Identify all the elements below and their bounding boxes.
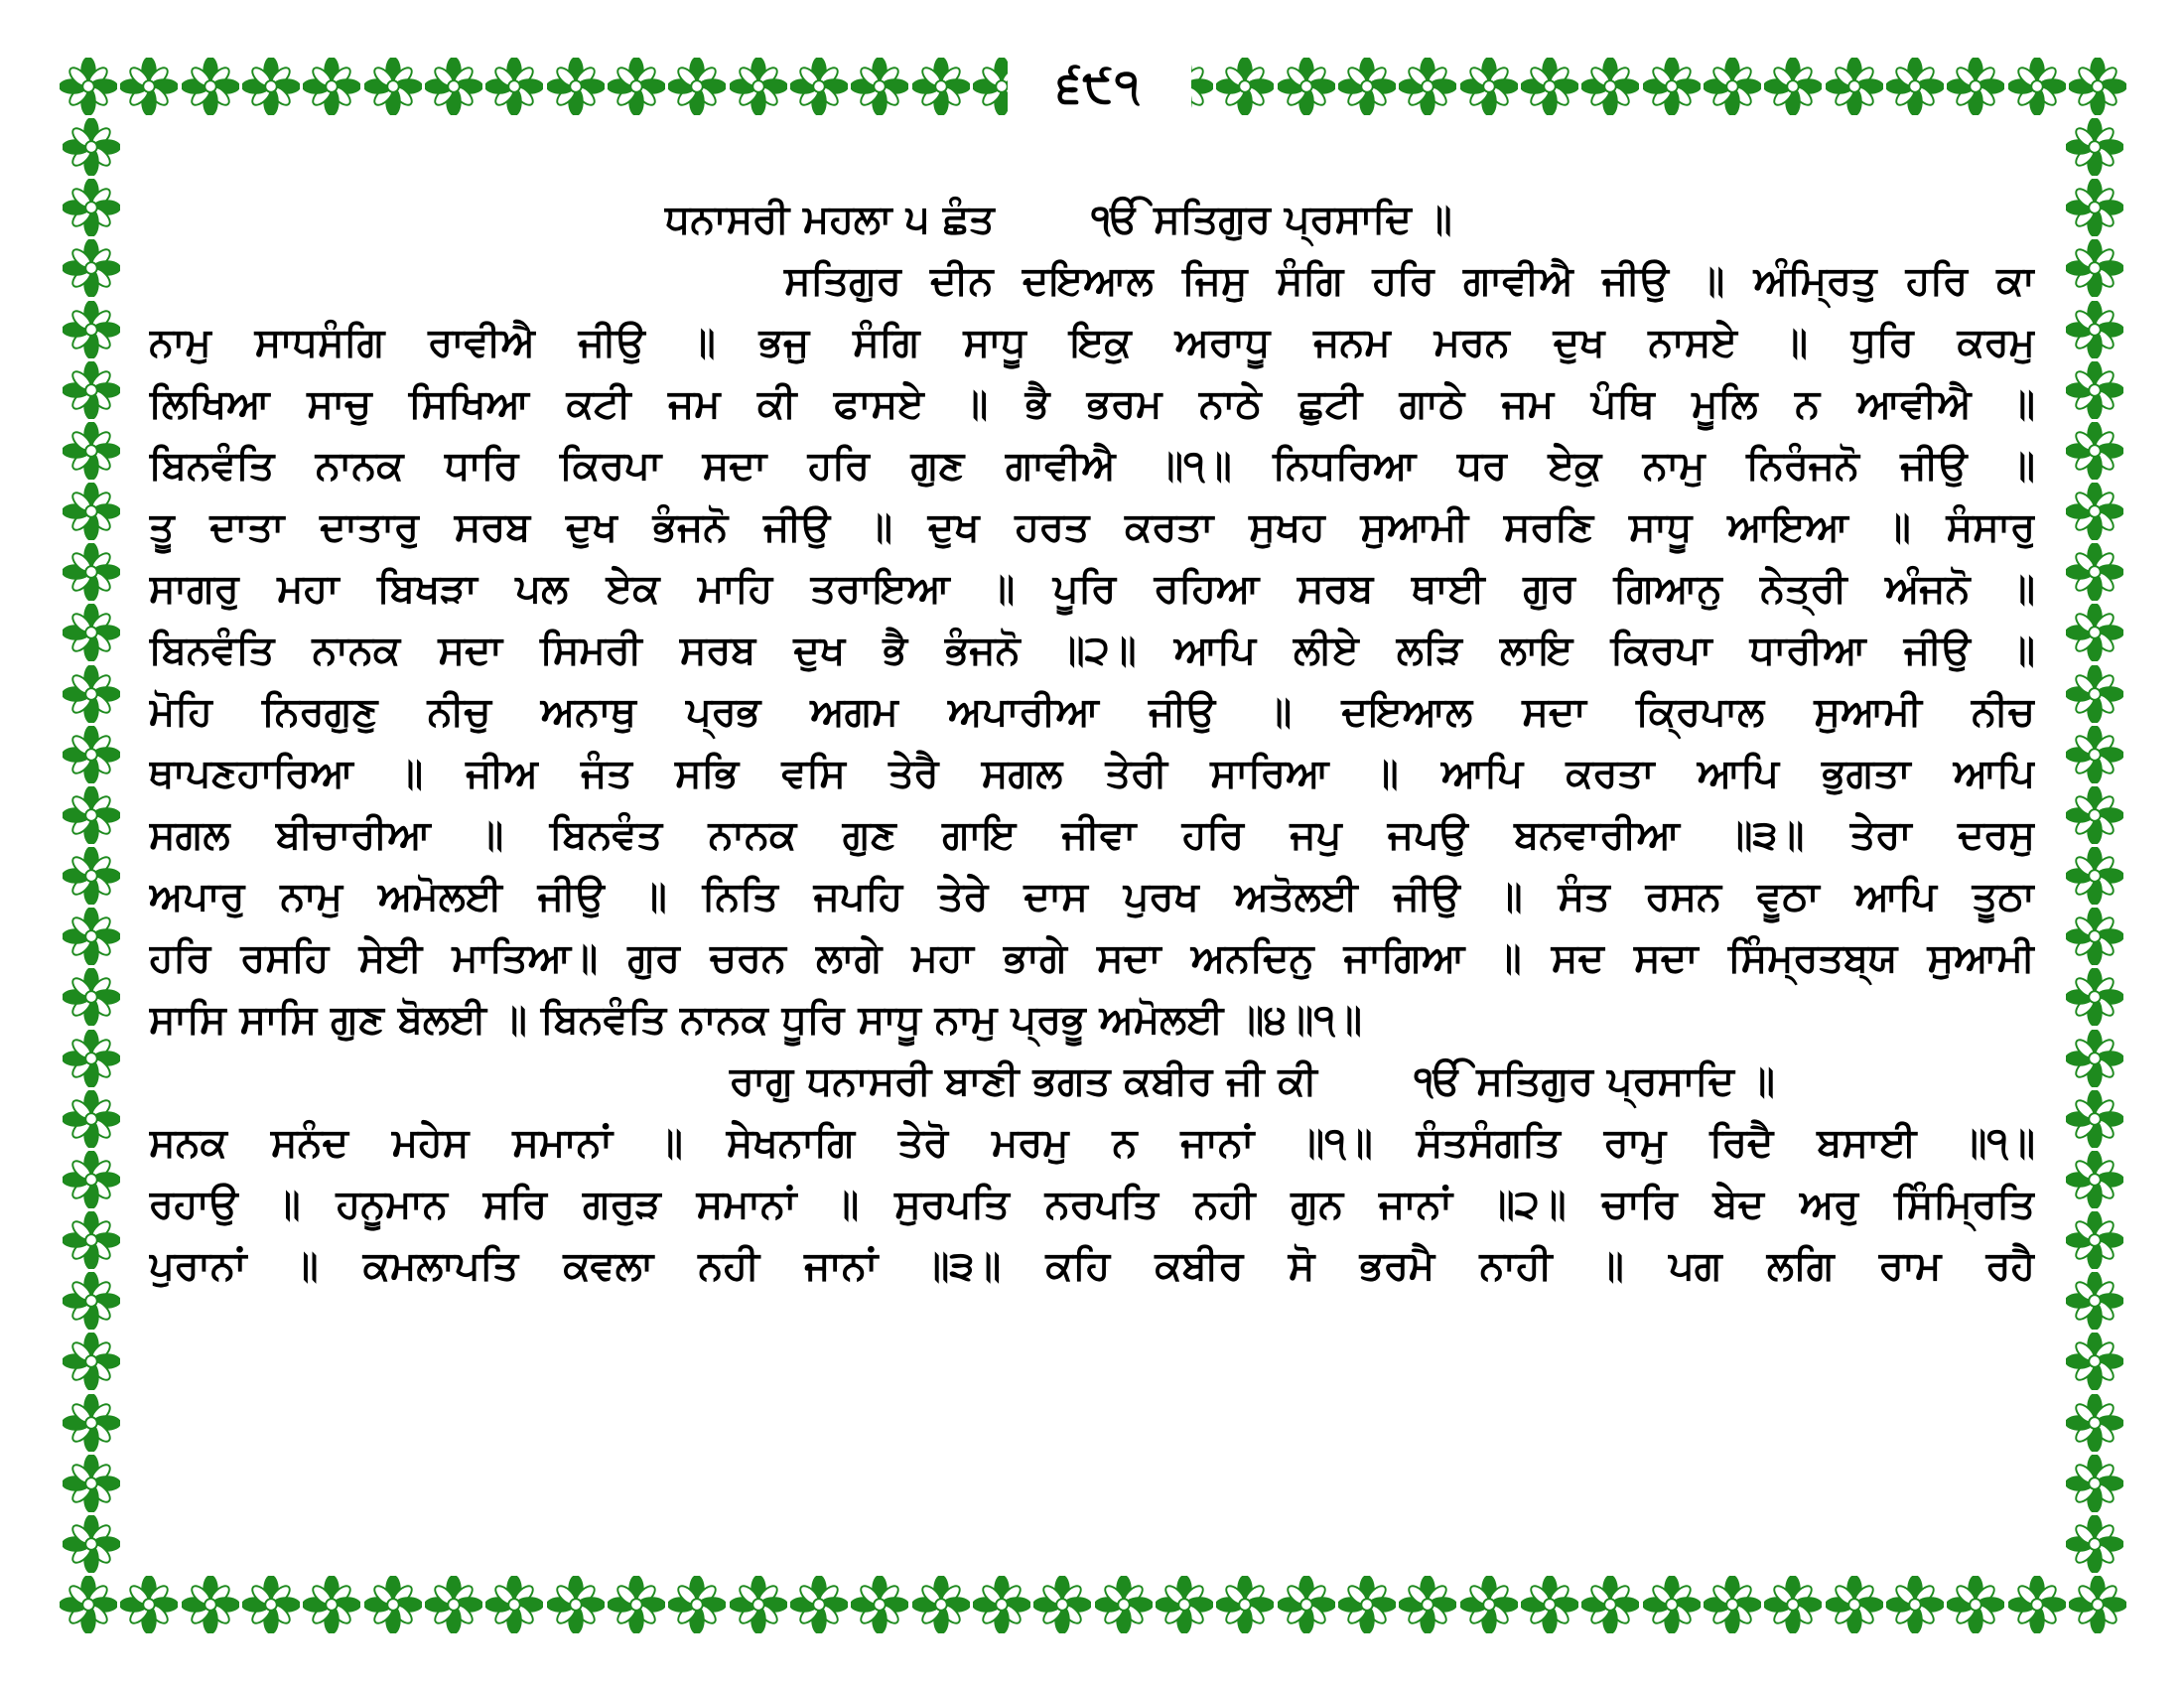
flower-icon — [2066, 118, 2123, 176]
flower-icon — [2066, 1030, 2123, 1087]
flower-icon — [608, 1576, 665, 1633]
flower-icon — [63, 118, 120, 176]
flower-icon — [2066, 847, 2123, 905]
flower-icon — [1278, 58, 1335, 115]
verse-line: ਹਰਿ ਰਸਹਿ ਸੇਈ ਮਾਤਿਆ॥ ਗੁਰ ਚਰਨ ਲਾਗੇ ਮਹਾ ਭਾਗੇ ਸਦਾ ਅਨਦਿਨੁ ਜਾਗਿਆ ॥ ਸਦ ਸਦਾ ਸਿੰਮ੍ਰਤਬ੍ਯ ਸੁਆਮੀ — [149, 935, 2035, 981]
verse-line: ਸਤਿਗੁਰ ਦੀਨ ਦਇਆਲ ਜਿਸੁ ਸੰਗਿ ਹਰਿ ਗਾਵੀਐ ਜੀਉ ॥ ਅੰਮ੍ਰਿਤੁ ਹਰਿ ਕਾ — [784, 258, 2035, 304]
verse-line: ਸਨਕ ਸਨੰਦ ਮਹੇਸ ਸਮਾਨਾਂ ॥ ਸੇਖਨਾਗਿ ਤੇਰੋ ਮਰਮੁ ਨ ਜਾਨਾਂ ॥੧॥ ਸੰਤਸੰਗਤਿ ਰਾਮੁ ਰਿਦੈ ਬਸਾਈ ॥੧॥ — [149, 1120, 2035, 1166]
flower-icon — [790, 1576, 848, 1633]
flower-icon — [1460, 1576, 1518, 1633]
flower-icon — [63, 301, 120, 358]
flower-icon — [63, 908, 120, 965]
flower-icon — [120, 1576, 178, 1633]
flower-icon — [1216, 1576, 1274, 1633]
flower-icon — [63, 422, 120, 480]
verse-line: ਨਾਮੁ ਸਾਧਸੰਗਿ ਰਾਵੀਐ ਜੀਉ ॥ ਭਜੁ ਸੰਗਿ ਸਾਧੂ ਇਕੁ ਅਰਾਧੂ ਜਨਮ ਮਰਨ ਦੁਖ ਨਾਸਏ ॥ ਧੁਰਿ ਕਰਮੁ — [149, 320, 2035, 365]
flower-icon — [63, 786, 120, 844]
flower-icon — [2066, 786, 2123, 844]
flower-icon — [63, 1272, 120, 1330]
flower-icon — [2066, 483, 2123, 540]
verse-line: ਰਹਾਉ ॥ ਹਨੂਮਾਨ ਸਰਿ ਗਰੁੜ ਸਮਾਨਾਂ ॥ ਸੁਰਪਤਿ ਨਰਪਤਿ ਨਹੀ ਗੁਨ ਜਾਨਾਂ ॥੨॥ ਚਾਰਿ ਬੇਦ ਅਰੁ ਸਿੰਮ੍ਰਿਤਿ — [149, 1182, 2035, 1227]
scripture-text — [149, 189, 2035, 1297]
flower-icon — [2066, 1272, 2123, 1330]
section-heading-2 — [149, 1051, 2035, 1112]
flower-icon — [2066, 1455, 2123, 1512]
flower-icon — [1826, 1576, 1883, 1633]
flower-icon — [1704, 1576, 1761, 1633]
verse-line: ਪੁਰਾਨਾਂ ॥ ਕਮਲਾਪਤਿ ਕਵਲਾ ਨਹੀ ਜਾਨਾਂ ॥੩॥ ਕਹਿ ਕਬੀਰ ਸੋ ਭਰਮੈ ਨਾਹੀ ॥ ਪਗ ਲਗਿ ਰਾਮ ਰਹੈ — [149, 1243, 2035, 1289]
flower-icon — [1338, 1576, 1396, 1633]
flower-icon — [2066, 1515, 2123, 1573]
flower-icon — [303, 1576, 360, 1633]
flower-icon — [2069, 58, 2126, 115]
flower-icon — [2066, 422, 2123, 480]
verse-line: ਸਾਗਰੁ ਮਹਾ ਬਿਖੜਾ ਪਲ ਏਕ ਮਾਹਿ ਤਰਾਇਆ ॥ ਪੂਰਿ ਰਹਿਆ ਸਰਬ ਥਾਈ ਗੁਰ ਗਿਆਨੁ ਨੇਤ੍ਰੀ ਅੰਜਨੋ ॥ — [149, 566, 2035, 612]
flower-icon — [2066, 1151, 2123, 1208]
border-bottom — [60, 1573, 2126, 1636]
flower-icon — [1704, 58, 1761, 115]
flower-icon — [1216, 58, 1274, 115]
flower-icon — [242, 58, 300, 115]
flower-icon — [2066, 665, 2123, 723]
flower-icon — [1399, 1576, 1456, 1633]
flower-icon — [912, 1576, 970, 1633]
flower-icon — [1643, 58, 1701, 115]
flower-icon — [1399, 58, 1456, 115]
flower-icon — [2066, 968, 2123, 1026]
flower-icon — [730, 58, 787, 115]
flower-icon — [63, 483, 120, 540]
flower-icon — [2069, 1576, 2126, 1633]
flower-icon — [485, 58, 543, 115]
flower-icon — [973, 1576, 1030, 1633]
flower-icon — [668, 58, 726, 115]
flower-icon — [63, 665, 120, 723]
flower-icon — [2066, 908, 2123, 965]
flower-icon — [2066, 543, 2123, 601]
flower-icon — [2066, 301, 2123, 358]
flower-icon — [2066, 1211, 2123, 1269]
verse-line: ਮੋਹਿ ਨਿਰਗੁਣੁ ਨੀਚੁ ਅਨਾਥੁ ਪ੍ਰਭ ਅਗਮ ਅਪਾਰੀਆ ਜੀਉ ॥ ਦਇਆਲ ਸਦਾ ਕ੍ਰਿਪਾਲ ਸੁਆਮੀ ਨੀਚ — [149, 689, 2035, 735]
flower-icon — [182, 1576, 239, 1633]
flower-icon — [63, 361, 120, 419]
flower-icon — [1278, 1576, 1335, 1633]
flower-icon — [425, 1576, 482, 1633]
flower-icon — [303, 58, 360, 115]
flower-icon — [63, 1090, 120, 1148]
flower-icon — [912, 58, 970, 115]
page-number: ੬੯੧ — [1057, 59, 1142, 112]
flower-icon — [1764, 58, 1822, 115]
flower-icon — [790, 58, 848, 115]
flower-icon — [1460, 58, 1518, 115]
heading-title: ਧਨਾਸਰੀ ਮਹਲਾ ੫ ਛੰਤ — [665, 197, 995, 242]
invocation — [1415, 1051, 1775, 1112]
verse-line: ਬਿਨਵੰਤਿ ਨਾਨਕ ਧਾਰਿ ਕਿਰਪਾ ਸਦਾ ਹਰਿ ਗੁਣ ਗਾਵੀਐ ॥੧॥ ਨਿਧਰਿਆ ਧਰ ਏਕੁ ਨਾਮੁ ਨਿਰੰਜਨੋ ਜੀਉ ॥ — [149, 443, 2035, 489]
flower-icon — [63, 239, 120, 297]
flower-icon — [63, 179, 120, 236]
verse-line: ਸਾਸਿ ਸਾਸਿ ਗੁਣ ਬੋਲਈ ॥ ਬਿਨਵੰਤਿ ਨਾਨਕ ਧੂਰਿ ਸਾਧੂ ਨਾਮੁ ਪ੍ਰਭੂ ਅਮੋਲਈ ॥੪॥੧॥ — [149, 997, 1362, 1043]
flower-icon — [2008, 1576, 2066, 1633]
flower-icon — [60, 58, 117, 115]
flower-icon — [851, 58, 908, 115]
flower-icon — [1764, 1576, 1822, 1633]
flower-icon — [364, 1576, 422, 1633]
flower-icon — [1095, 1576, 1153, 1633]
invocation-text: ੴ ਸਤਿਗੁਰ ਪ੍ਰਸਾਦਿ ॥ — [1414, 1058, 1775, 1104]
flower-icon — [63, 968, 120, 1026]
flower-icon — [63, 543, 120, 601]
flower-icon — [730, 1576, 787, 1633]
verse-line: ਥਾਪਣਹਾਰਿਆ ॥ ਜੀਅ ਜੰਤ ਸਭਿ ਵਸਿ ਤੇਰੈ ਸਗਲ ਤੇਰੀ ਸਾਰਿਆ ॥ ਆਪਿ ਕਰਤਾ ਆਪਿ ਭੁਗਤਾ ਆਪਿ — [149, 751, 2035, 796]
flower-icon — [1581, 58, 1639, 115]
flower-icon — [120, 58, 178, 115]
invocation — [1092, 189, 1452, 250]
flower-icon — [1521, 58, 1578, 115]
flower-icon — [63, 1030, 120, 1087]
invocation-text: ੴ ਸਤਿਗੁਰ ਪ੍ਰਸਾਦਿ ॥ — [1091, 197, 1452, 242]
flower-icon — [1338, 58, 1396, 115]
flower-icon — [2066, 179, 2123, 236]
flower-icon — [2066, 726, 2123, 783]
flower-icon — [1886, 1576, 1944, 1633]
flower-icon — [364, 58, 422, 115]
flower-icon — [63, 1151, 120, 1208]
flower-icon — [63, 726, 120, 783]
border-left — [60, 118, 123, 1573]
flower-icon — [547, 1576, 605, 1633]
verse-line: ਲਿਖਿਆ ਸਾਚੁ ਸਿਖਿਆ ਕਟੀ ਜਮ ਕੀ ਫਾਸਏ ॥ ਭੈ ਭਰਮ ਨਾਠੇ ਛੁਟੀ ਗਾਠੇ ਜਮ ਪੰਥਿ ਮੂਲਿ ਨ ਆਵੀਐ ॥ — [149, 381, 2035, 427]
flower-icon — [1156, 1576, 1213, 1633]
flower-icon — [1581, 1576, 1639, 1633]
heading-title: ਰਾਗੁ ਧਨਾਸਰੀ ਬਾਣੀ ਭਗਤ ਕਬੀਰ ਜੀ ਕੀ — [730, 1058, 1317, 1104]
flower-icon — [1947, 1576, 2004, 1633]
verse-line: ਸਗਲ ਬੀਚਾਰੀਆ ॥ ਬਿਨਵੰਤ ਨਾਨਕ ਗੁਣ ਗਾਇ ਜੀਵਾ ਹਰਿ ਜਪੁ ਜਪਉ ਬਨਵਾਰੀਆ ॥੩॥ ਤੇਰਾ ਦਰਸੁ — [149, 812, 2035, 858]
flower-icon — [63, 1515, 120, 1573]
section-heading-1 — [149, 189, 2035, 250]
flower-icon — [851, 1576, 908, 1633]
flower-icon — [425, 58, 482, 115]
flower-icon — [608, 58, 665, 115]
verse-line: ਤੂ ਦਾਤਾ ਦਾਤਾਰੁ ਸਰਬ ਦੁਖ ਭੰਜਨੋ ਜੀਉ ॥ ਦੁਖ ਹਰਤ ਕਰਤਾ ਸੁਖਹ ਸੁਆਮੀ ਸਰਣਿ ਸਾਧੂ ਆਇਆ ॥ ਸੰਸਾਰੁ — [149, 504, 2035, 550]
flower-icon — [63, 847, 120, 905]
flower-icon — [182, 58, 239, 115]
flower-icon — [1643, 1576, 1701, 1633]
flower-icon — [2066, 361, 2123, 419]
flower-icon — [2008, 58, 2066, 115]
flower-icon — [547, 58, 605, 115]
flower-icon — [2066, 239, 2123, 297]
flower-icon — [2066, 1394, 2123, 1452]
flower-icon — [242, 1576, 300, 1633]
flower-icon — [2066, 1333, 2123, 1390]
verse-line: ਅਪਾਰੁ ਨਾਮੁ ਅਮੋਲਈ ਜੀਉ ॥ ਨਿਤਿ ਜਪਹਿ ਤੇਰੇ ਦਾਸ ਪੁਰਖ ਅਤੋਲਈ ਜੀਉ ॥ ਸੰਤ ਰਸਨ ਵੂਠਾ ਆਪਿ ਤੂਠਾ — [149, 874, 2035, 919]
flower-icon — [63, 1455, 120, 1512]
flower-icon — [2066, 1090, 2123, 1148]
flower-icon — [1033, 1576, 1091, 1633]
flower-icon — [60, 1576, 117, 1633]
border-right — [2063, 118, 2126, 1573]
flower-icon — [63, 604, 120, 661]
flower-icon — [63, 1333, 120, 1390]
flower-icon — [485, 1576, 543, 1633]
flower-icon — [63, 1394, 120, 1452]
flower-icon — [1826, 58, 1883, 115]
flower-icon — [1947, 58, 2004, 115]
flower-icon — [2066, 604, 2123, 661]
flower-icon — [1521, 1576, 1578, 1633]
flower-icon — [1886, 58, 1944, 115]
flower-icon — [63, 1211, 120, 1269]
flower-icon — [668, 1576, 726, 1633]
verse-line: ਬਿਨਵੰਤਿ ਨਾਨਕ ਸਦਾ ਸਿਮਰੀ ਸਰਬ ਦੁਖ ਭੈ ਭੰਜਨੋ ॥੨॥ ਆਪਿ ਲੀਏ ਲੜਿ ਲਾਇ ਕਿਰਪਾ ਧਾਰੀਆ ਜੀਉ ॥ — [149, 628, 2035, 673]
